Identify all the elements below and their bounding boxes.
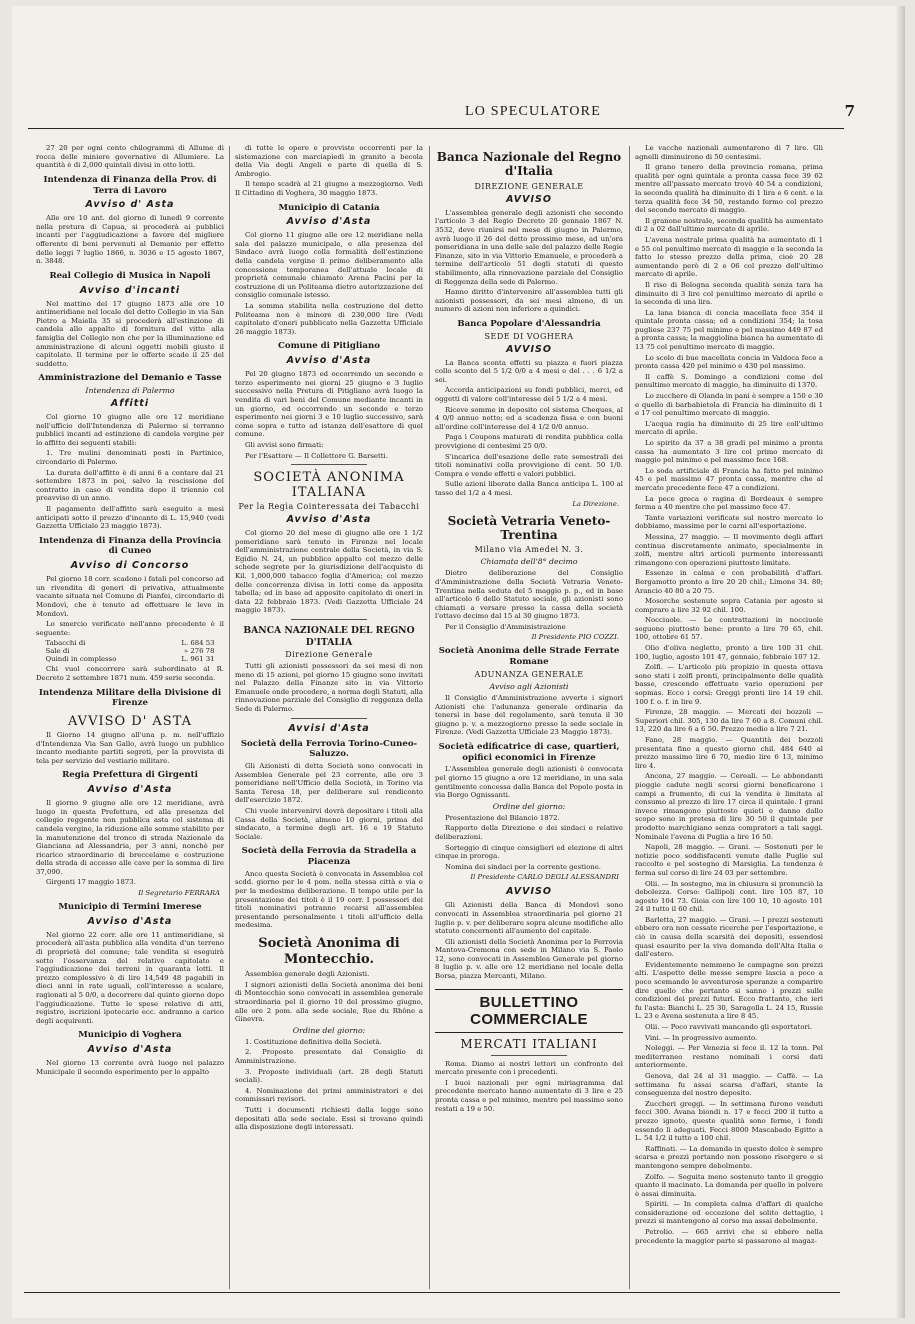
text-paragraph: Paga i Coupons maturati di rendita pubblica colla provvigione di centesimi 25 0/0. [435, 433, 623, 450]
bottom-rule [24, 1292, 840, 1293]
table-cell-value: » 276 78 [183, 647, 215, 656]
table-cell-label: Tabacchi di [45, 639, 86, 648]
text-paragraph: Tante variazioni verificate sul nostro mercato lo dobbiamo, massime per le carni all'esportazione. [635, 513, 823, 531]
text-paragraph: Assemblea generale degli Azionisti. [245, 970, 370, 979]
table-cell-label: Quindi in complesso [45, 655, 117, 664]
text-paragraph: Lo soda artificiale di Francia ha fatto pel minimo 45 e pel massimo 47 pronta cassa, mentre che al mercato precedente fece 47 a condizioni. [635, 466, 823, 492]
column-divider [629, 146, 630, 1289]
text-paragraph: 2. Proposte presentate dal Consiglio di Amministrazione. [235, 1048, 423, 1065]
section-heading: Banca Nazionale del Regno d'Italia [436, 150, 622, 179]
text-paragraph: Le vacche nazionali aumentarono di 7 lire. Gli agnelli diminuirono di 50 centesimi. [635, 144, 823, 161]
notice-heading: Avviso d'Asta [286, 514, 372, 526]
market-report: Barletta, 27 maggio. — Grani. — I prezzi sostenuti ebbero ora non cessate ricerche per l'esportazione, e ciò in causa della scarsità dei depositi, essendosi quasi esaurito per la viva domanda dell'Alta Italia e dall'estero. [635, 915, 823, 959]
text-paragraph: Riceve somme in deposito col sistema Cheques, al 4 0/0 annuo netto; ed a scadenza fissa e con buoni all'ordine coll'interesse del 4 1/2 0/0 annuo. [435, 405, 623, 431]
text-paragraph: Zuccheri greggi. — In settimana furono venduti fecci 300. Avana biondi n. 17 e fecci 200 il tutto a prezzo ignoto, queste qualità sono ferme, i fondi essendo lì adeguati. Fecci 8000 Mascabado Egitto a L. 54 1/2 il tutto a 100 chil. [635, 1099, 823, 1143]
section-subheading: ADUNANZA GENERALE [474, 669, 584, 679]
text-paragraph: Pel giorno 18 corr. scadono i fatali pel concorso ad un rivendita di generi di privativa, attualmente vacante situata nel Comune di Pianfei, circondario di Mondovì, che è tenuto ad effettuare le leve in Mondovì. [36, 575, 224, 618]
section-subheading: Avviso agli Azionisti [489, 681, 569, 691]
column-1 [36, 144, 224, 1078]
signature: La Direzione. [572, 499, 619, 508]
table-row [44, 639, 217, 647]
column-divider [229, 146, 230, 1289]
notice-heading: AVVISO [506, 886, 552, 898]
text-paragraph: Lo zucchero di Olanda in pani è sempre a 150 e 30 e quello di barbabietola di Francia ha diminuito di 1 e 17 col penultimo mercato di maggio. [635, 392, 823, 418]
text-paragraph: L'assemblea generale degli azionisti che secondo l'articolo 3 del Regio Decreto 20 gennaio 1867 N. 3532, deve riunirsi nel mese di giugno in Palermo, avrà luogo il 26 del detto prossimo mese, ad un'ora pomeridiana in una delle sale del palazzo delle Regie Finanze, sito in via Vittorio Emanuele, e procederà a termine dell'articolo 51 degli statuti di questo stabilimento, alla rinnovazione parziale del Consiglio di Reggenza della sede di Palermo. [435, 208, 623, 286]
section-heading: Società Anonima di Montecchio. [258, 936, 400, 967]
text-paragraph: Il grano tenero della provincia romana, prima qualità per ogni quintale a pronta cassa fece 39 62 mentre all'passato mercato trovò 40 54 a condizioni, la seconda qualità ha diminuito di 1 lira e 6 cent. e la terza qualità fece 34 50, restando fermo col prezzo del secondo mercato di maggio. [635, 163, 823, 215]
market-report: Messina, 27 maggio. — Il movimento degli affari continua discretamente animato, specialmente in zolfi, mentre altri articoli purmente interessanti rimangono con operazioni piuttosto limitate. [635, 532, 823, 567]
text-paragraph: Essenze in calma e con probabilità d'affari. Bergamotto pronto a lire 20 20 chil.; Limone 34. 80; Arancio 40 80 a 20 75. [635, 569, 823, 595]
text-paragraph: Gli azionisti della Società Anonima per la Ferrovia Mantova-Cremona con sede in Milano via S. Paolo 12, sono convocati in Assemblea Generale pel giorno 8 luglio p. v. alle ore 12 meridiane nel locale della Borsa, piazza Mercanti, Milano. [435, 937, 623, 981]
bulletin-heading: BULLETTINO COMMERCIALE [435, 989, 623, 1033]
text-paragraph: Il riso di Bologna seconda qualità senza tara ha diminuito di 3 lire col penultimo mercato di aprile e la seconda di una lira. [635, 280, 823, 307]
text-paragraph: Tutti i documenti richiesti dalla legge sono depositati alla sede sociale. Essi si trovano quindi alla disposizione degli interessati. [235, 1105, 423, 1132]
section-heading: Intendenza Militare della Divisione di Firenze [38, 687, 222, 709]
text-paragraph: Il tempo scadrà al 21 giugno a mezzogiorno. Vedi Il Cittadino di Voghera, 30 maggio 1873. [235, 180, 423, 197]
section-heading: Comune di Pitigliano [278, 341, 380, 352]
text-paragraph: Raffinati. — La domanda in questo dolce è sempre scarsa e prezzi portando non possono risorgere e si mantengono sempre debolmente. [635, 1144, 823, 1170]
divider [291, 619, 366, 620]
text-paragraph: Col giorno 20 del mese di giugno alle ore 1 1/2 pomeridiane sarà tenuto in Firenze nel locale dell'amministrazione centrale della Società, in via S. Egidio N. 24, un pubblico appalto col mezzo delle schede segrete per la giurisdizione dell'acquisto di Kil. 1,000,000 tabacco foglia d'America; col mezzo delle concorrenza divisa in lotti come da apposita tabella; ed in base ad apposito capitolato di oneri in data 22 febbraio 1873. (Vedi Gazzetta Ufficiale 24 maggio 1873). [235, 529, 423, 615]
column-3 [435, 144, 623, 1115]
text-paragraph: Gli avvisi sono firmati: [245, 440, 324, 449]
section-heading: Municipio di Catania [278, 202, 380, 213]
text-paragraph: Roma. Diamo ai nostri lettori un confronto del mercato presente con i precedenti. [435, 1059, 623, 1077]
text-paragraph: Alle ore 10 ant. del giorno di lunedì 9 corrente nella pretura di Capua, si procederà ai pubblici incanti per l'aggiudicazione a favore del migliore offerente di beni pervenuti al Demanio per effetto delle leggi 7 luglio 1866, n. 3036 e 15 agosto 1867, n. 3848. [36, 214, 224, 266]
signature: Il Presidente CARLO DEGLI ALESSANDRI [470, 873, 619, 882]
section-subheading: Chiamata dell'8° decimo [480, 557, 578, 567]
sales-table [44, 639, 217, 663]
notice-heading: Avviso d'Asta [286, 216, 372, 228]
text-paragraph: Girgenti 17 maggio 1873. [46, 878, 136, 887]
section-heading: MERCATI ITALIANI [460, 1036, 598, 1051]
text-paragraph: L'avena nostrale prima qualità ha aumentato di 1 e 55 col penultimo mercato di maggio e la seconda la fatto lo stesso prezzo della prima, cioè 20 28 aumentando però di 2 e 06 col prezzo dell'ultimo mercato di aprile. [635, 235, 823, 279]
notice-heading: Affitti [110, 398, 150, 410]
section-heading: Regia Prefettura di Girgenti [62, 770, 198, 781]
text-paragraph: S'incarica dell'esazione delle rate semestrali dei titoli nominativi colla provvigione di cent. 50 1/0. Compra e vende effetti e valori pubblici. [435, 452, 623, 478]
text-paragraph: Dietro deliberazione del Consiglio d'Amministrazione della Società Vetraria Veneto-Trentina nella seduta del 5 maggio p. p., ed in base all'articolo 6 dello Statuto sociale, gli azionisti sono chiamati a versare presso la cassa della società l'ottavo decimo dal 15 al 30 giugno 1873. [435, 569, 623, 621]
text-paragraph: La pece greca o ragina di Bordeaux è sempre ferma a 40 mentre che pel massimo fece 47. [635, 494, 823, 512]
text-paragraph: Accorda anticipazioni su fondi pubblici, merci, ed oggetti di valore coll'interesse del 5 1/2 a 4 mesi. [435, 386, 623, 404]
page-edge-shadow [895, 6, 905, 1318]
divider [291, 718, 366, 719]
text-paragraph: di tutte le opere e provviste occorrenti per la sistemazione con marciapiedi in granito a becola della Via degli Angeli e parte di quella di S. Ambrogio. [235, 144, 423, 178]
text-paragraph: Nel mattino del 17 giugno 1873 alle ore 10 antimeridiane nel locale del detto Collegio in via San Pietro a Maiella 35 si procederà all'estinzione di candela allo appalto di fornitura del vitto alla famiglia del Collegio non che per la illuminazione ed amministrazione di alcuni oggetti mobili giusto il capitolato. Il termine per le offerte scade il 25 del suddetto. [36, 299, 224, 368]
text-paragraph: Tutti gli azionisti possessori da sei mesi di non meno di 15 azioni, pel giorno 15 giugno sono invitati nel Palazzo della Finanze sito in via Vittorio Emanuele onde procedere, a norma degli Statuti, alla rinnovazione parziale del Consiglio di reggenza della Sede di Palermo. [235, 662, 423, 713]
section-subheading: DIREZIONE GENERALE [474, 181, 584, 191]
text-paragraph: Il Consiglio d'Amministrazione avverte i signori Azionisti che l'adunanza generale ordinaria da tenersi in base del regolamento, sarà tenuta il 30 giugno p. v. a mezzogiorno presso la sede sociale in Firenze. (Vedi Gazzetta Ufficiale 23 Maggio 1873). [435, 693, 623, 737]
text-paragraph: Presentazione del Bilancio 1872. [445, 813, 560, 822]
text-paragraph: Zolfo. — Seguita meno sostenuto tanto il greggio quanto il macinato. La domanda per quello in polvere è assai diminuita. [635, 1172, 823, 1198]
text-paragraph: Nocciuole. — Le contrattazioni in nocciuole seguono piuttosto bene: pronto a lire 70 65, chil. 100, ottobre 61 57. [635, 616, 823, 642]
column-divider [429, 146, 430, 1289]
text-paragraph: Il granone nostrale, seconda qualità ha aumentato di 2 a 02 dall'ultimo mercato di aprile. [635, 216, 823, 234]
text-paragraph: Nel giorno 13 corrente avrà luogo nel palazzo Municipale il secondo esperimento per lo appalto [36, 1059, 224, 1076]
text-paragraph: Vini. — In progressivo aumento. [645, 1033, 758, 1042]
divider [291, 464, 366, 465]
section-subheading: Ordine del giorno: [492, 801, 566, 811]
section-heading: Municipio di Voghera [78, 1030, 182, 1041]
text-paragraph: Gli Azionisti di detta Società sono convocati in Assemblea Generale pel 23 corrente, alle ore 3 pomeridiane nell'Ufficio della Società, in Torino via Santa Teresa 18, per deliberare sul rendiconto dell'esercizio 1872. [235, 762, 423, 805]
text-paragraph: Evidentemente nemmeno le campagne son prezzi alti. L'aspetto delle messe sempre lascia a poco a poco scemando le avventurose speranze a comparire dire quello che pertanto si sanno i prezzi sulle condizioni dei prezzi futuri. Ecco frattanto, che ieri fu l'asta: Bianchi L. 25 30, Saragolla L. 24 15, Russie L. 23 e Avena sostenuta a lire 8 45. [635, 960, 823, 1021]
notice-heading: AVVISO [506, 343, 552, 355]
section-subheading: Intendenza di Palermo [85, 386, 175, 396]
text-paragraph: 1. Costituzione definitiva della Società. [245, 1037, 382, 1046]
notice-heading: Avviso d'Asta [87, 784, 173, 796]
text-paragraph: 27 20 per ogni cento chilogrammi di Allume di rocca delle miniere governative di Allumiere. La quantità è di 2,000 quintali divisi in otto lotti. [36, 144, 224, 170]
notice-heading: Avviso di Concorso [70, 560, 190, 572]
text-paragraph: Col giorno 10 giugno alle ore 12 meridiane nell'ufficio dell'Intendenza di Palermo si terranno pubblici incanti ad estinzione di candela vergine per lo affitto dei seguenti stabili: [36, 413, 224, 447]
table-cell-label: Sale di [45, 647, 70, 656]
section-heading: SOCIETÀ ANONIMA ITALIANA [253, 470, 405, 501]
table-cell-value: L. 961 31 [181, 655, 215, 664]
column-2 [235, 144, 423, 1134]
section-subheading: SEDE DI VOGHERA [484, 331, 574, 341]
text-paragraph: L'Assemblea generale degli azionisti è convocata pel giorno 15 giugno a ore 12 meridiane, in una sala gentilmente concessa dalla Banca del Popolo posta in via Borgo Ognissanti. [435, 765, 623, 800]
text-paragraph: Lo spirito da 37 a 38 gradi pel minimo a pronta cassa ha aumentato 3 lire col primo mercato di maggio pel minimo e pel massimo fece 168. [635, 439, 823, 465]
divider [491, 1055, 566, 1056]
notice-heading: Avviso d'Asta [286, 355, 372, 367]
market-report: Firenze, 28 maggio. — Mercati dei bozzoli — Superiori chil. 305, 130 da lire 7 60 a 8. Comuni chil. 13, 220 da lire 6 a 6 50. Prezzo medio a lire 7 21. [635, 708, 823, 734]
column-4 [635, 144, 823, 1247]
section-heading: Società Vetraria Veneto-Trentina [447, 513, 611, 542]
text-paragraph: Hanno diritto d'intervenire all'assemblea tutti gli azionisti possessori, da sei mesi almeno, di un numero di azioni non inferiore a quindici. [435, 288, 623, 314]
market-report: Napoli, 28 maggio. — Grani. — Sostenuti per le notizie poco soddisfacenti venute dalle Puglie sul raccolto e pel sostegno di Marsiglia. La tendenza è ferma sul corso di lire 24 03 per settembre. [635, 843, 823, 877]
section-heading: Municipio di Termini Imerese [58, 902, 202, 913]
text-paragraph: Mosorche sostenute sopra Catania per agosto si compraro a lire 32 92 chil. 100. [635, 597, 823, 614]
text-paragraph: Olio d'oliva negletto, pronto a lire 100 31 chil. 100, luglio, agosto 101 47, gennaio, febbraio 107 12. [635, 644, 823, 661]
text-paragraph: Sulle azioni liberate dalla Banca anticipa L. 100 al tasso del 1/2 a 4 mesi. [435, 480, 623, 497]
section-heading: BANCA NAZIONALE DEL REGNO D'ITALIA [243, 625, 415, 648]
page-number: 7 [844, 102, 855, 120]
market-report: Genova, dal 24 al 31 maggio. — Caffè. — La settimana fu assai scarsa d'affari, stante la conseguenza del nostro deposito. [635, 1071, 823, 1098]
text-paragraph: Nomina dei sindaci per la corrente gestione. [445, 862, 601, 871]
text-paragraph: Il caffè S. Domingo a condizioni come del penultimo mercato di maggio, ha diminuito di 1370. [635, 372, 823, 390]
section-subheading: Direzione Generale [285, 650, 373, 660]
section-subheading: Per la Regìa Cointeressata dei Tabacchi [238, 502, 420, 512]
text-paragraph: Chi vuole intervenirvi dovrà depositare i titoli alla Cassa della Società, almeno 10 giorni, prima del sindacato, a termine degli art. 16 e 19 Statuto Sociale. [235, 807, 423, 841]
text-paragraph: I signori azionisti della Società anonima dei beni di Montecchio sono convocati in assemblea generale straordinaria pel il giorno 10 del prossimo giugno, alle ore 2 pom. alla sede sociale, Rue du Rhône a Ginevra. [235, 980, 423, 1024]
text-paragraph: La somma stabilita nella costruzione del detto Politeama non è minore di 230,000 lire (Vedi capitolato d'oneri pubblicato nella Gazzetta Ufficiale 26 maggio 1873). [235, 302, 423, 336]
market-report: Fano, 28 maggio. — Quantità dei bozzoli presentata fino a questo giorno chil. 484 640 al prezzo massimo lire 6 70, medio lire 6 13, minimo lire 4. [635, 736, 823, 770]
text-paragraph: Olii. — Poco ravvivati mancando gli esportatori. [645, 1023, 813, 1031]
text-paragraph: Il pagamento dell'affitto sarà eseguito a mesi anticipati sotto il prezzo d'incanto di L. 15,940 (vedi Gazzetta Ufficiale 23 maggio 1873). [36, 504, 224, 531]
text-paragraph: Noleggi. — Per Venezia si fece il. 12 la tonn. Pel mediterraneo restano nominali i corsi dati anteriormente. [635, 1044, 823, 1070]
masthead-title: LO SPECULATORE [465, 104, 601, 119]
notice-heading: AVVISO [506, 193, 552, 205]
text-paragraph: La durata dell'affitto è di anni 6 a contare dal 21 settembre 1873 in poi, salvo la rescissione del contratto in caso di vendita dopo il triennio col preavviso di un anno. [36, 468, 224, 503]
section-heading: Società della Ferrovia da Stradella a Piacenza [241, 846, 417, 868]
section-heading: Società edificatrice di case, quartieri, opifici economici in Firenze [438, 741, 620, 763]
text-paragraph: La Banca sconta effetti su piazza e fuori piazza collo sconto del 5 1/2 0/0 a 4 mesi e del . . . 6 1/2 a sei. [435, 358, 623, 384]
text-paragraph: Olii. — In sostegno, ma in chiusura si pronunciò la debolezza. Corso: Gallipoli cont. lire 105 87, 10 agosto 104 73. Gioia con lire 100 10, 10 agosto 101 24 il tutto il 60 chil. [635, 879, 823, 914]
text-paragraph: Il Giorno 14 giugno all'una p. m. nell'uffizio d'Intendenza Via San Gallo, avrà luogo un pubblico incanto mediante partiti segreti, per la provvista di tela per servizio del vestiario militare. [36, 731, 224, 765]
section-heading: Amministrazione del Demanio e Tasse [38, 373, 222, 384]
text-paragraph: Petrolio. — 665 arrivi che si ebbero nella precedente la maggior parte si passarono al magaz- [635, 1228, 823, 1245]
text-paragraph: Zolfi. — L'articolo più propizio in questa ottava sono stati i zolfi pronti, principalmente delle qualità basse, crescendo effettuate vario operazioni per sopmas. Ecco i corsi: Greggi pronti lire 14 19 chil. 100 f. o. f. in lire 9. [635, 663, 823, 706]
text-paragraph: La lana bianca di concia macellata fece 354 il quintale pronta cassa; ed a condizioni 354; la tosa pugliese 237 75 pel minimo e pel massimo 449 87 ed a pronta cassa; la maggiolina bianca ha aumentato di 13 75 col penultimo mercato di maggio. [635, 308, 823, 352]
section-heading: Banca Popolare d'Alessandria [457, 318, 601, 329]
signature: Il Segretario FERRARA [138, 889, 220, 898]
text-paragraph: Sorteggio di cinque consiglieri ed elezione di altri cinque in proroga. [435, 843, 623, 861]
notice-heading: Avvisi d'Asta [288, 722, 370, 734]
text-paragraph: Chi vuol concorrere sarà subordinato al R. Decreto 2 settembre 1871 num. 459 serie seconda. [36, 665, 224, 682]
text-paragraph: L'acqua ragia ha diminuito di 25 lire coll'ultimo mercato di aprile. [635, 419, 823, 437]
section-heading: Società della Ferrovia Torino-Cuneo-Saluzzo. [240, 738, 418, 760]
text-paragraph: Nel giorno 22 corr. alle ore 11 antimeridiane, si procederà all'asta pubblica alla vendita d'un terreno di proprietà del comune; tale vendita si eseguirà sotto l'osservanza del relativo capitolato e l'aggiudicazione dei terreni in quaranta lotti. Il prezzo complessivo è di lire 14,549 48 pagabili in dieci anni in rate uguali, coll'interesse a scalare, ragionati al 5 0/0, a decorrere dal quinto giorno dopo l'aggiudicazione. Tutte le spese relative di atti, registro, iscrizioni ipotecarie ecc. andranno a carico degli acquirenti. [36, 930, 224, 1025]
text-paragraph: Anco questa Società è convocata in Assemblea col scdd. giorno per le 4 pom. nella stessa città e via e per la medesima deliberazione. Il tempo utile per la presentazione dei titoli è il 19 corr. I possessori dei titoli nominativi potranno recarsi all'assemblea presentando personalmente i titoli all'ufficio della medesima. [235, 869, 423, 930]
section-heading: Real Collegio di Musica in Napoli [49, 270, 211, 281]
notice-heading: AVVISO D' ASTA [67, 714, 193, 730]
text-paragraph: Lo scolo di bue macellata concia in Valdoca fece a pronta cassa 420 pel minimo e 430 pel massimo. [635, 353, 823, 371]
section-subheading: Milano via Amedei N. 3. [474, 545, 584, 555]
text-paragraph: Per il Consiglio d'Amministrazione [445, 622, 566, 631]
notice-heading: Avviso d'incanti [79, 284, 181, 296]
text-paragraph: 4. Nominazione dei primi amministratori e dei commissari revisori. [235, 1086, 423, 1104]
signature: Il Presidente PIO COZZI. [531, 633, 619, 642]
page-header [233, 94, 855, 130]
section-heading: Società Anonima delle Strade Ferrate Romane [438, 646, 620, 668]
text-paragraph: Il giorno 9 giugno alle ore 12 meridiane, avrà luogo in questa Prefettura, ed alla presenza del collegio reggente non pubblica asta col sistema di candela vergine, la riduzione alle somme stabilite per la manutenzione del tronco di strada Nazionale da Gianciana ad Alessandria, per 3 anni, nonchè per ricarico straordinario di breccelame e costruzione della strada di accesso alle cave per la somma di lire 37,090. [36, 799, 224, 876]
table-cell-value: L. 684 53 [181, 639, 215, 648]
notice-heading: Avviso d'Asta [87, 915, 173, 927]
notice-heading: Avviso d' Asta [85, 199, 175, 211]
text-paragraph: Per l'Esattore — Il Collettore G. Barsetti. [245, 451, 388, 460]
text-paragraph: 1. Tre mulini denominati posti in Partinico, circondario di Palermo. [36, 449, 224, 466]
notice-heading: Avviso d'Asta [87, 1044, 173, 1056]
table-row [44, 647, 217, 655]
text-paragraph: Gli Azionisti della Banca di Mondovì sono convocati in Assemblea straordinaria pel giorno 21 luglio p. v. per deliberare sopra alcune modifiche allo statuto concernenti all'aumento del capitale. [435, 901, 623, 936]
text-paragraph: Col giorno 11 giugno alle ore 12 meridiane nella sala del palazzo municipale, e alla presenza del Sindaco avrà luogo colla formalità dell'estinzione della candela vergine il primo deliberamento alla concessione temporanea dell'attuale locale di proprietà comunale chiamato Arena Pacini per la costruzione di un Politeama dietro autorizzazione del consiglio comunale istesso. [235, 231, 423, 300]
text-paragraph: Rapporto della Direzione e dei sindaci e relative deliberazioni. [435, 824, 623, 841]
section-heading: Intendenza di Finanza della Provincia di Cuneo [38, 535, 222, 557]
text-paragraph: I buoi nazionali per ogni miriagramma dal precedente mercato hanno aumentato di 3 lire e 25 pronta cassa e pel minimo, mentre pel massimo sono restati a 19 e 50. [435, 1078, 623, 1113]
header-rule [28, 128, 844, 129]
text-paragraph: Spiriti. — In completa calma d'affari di qualche considerazione ed eccezione del solito dettaglio, i prezzi si mantengono al corso ma assai debolmente. [635, 1200, 823, 1226]
text-paragraph: Pel 20 giugno 1873 ed occorrendo un secondo e terzo esperimento nei giorni 25 giugno e 3 luglio successivo nella Pretura di Pitigliano avrà luogo la vendita di vari beni del Comune mediante incanti in un giorno, ed occorrendo un secondo e terzo esperimento nei giorni 3 e 10 luglio successivo, sarà come sopra e tutto ad istanza dell'esattore di quel comune. [235, 370, 423, 439]
text-paragraph: Lo smercio verificato nell'anno precedente è il seguente: [36, 620, 224, 637]
table-row [44, 655, 217, 663]
text-paragraph: 3. Proposte individuali (art. 28 degli Statuti sociali). [235, 1067, 423, 1085]
section-subheading: Ordine del giorno: [292, 1025, 366, 1035]
section-heading: Intendenza di Finanza della Prov. di Terra di Lavoro [43, 174, 217, 196]
market-report: Ancona, 27 maggio. — Cereali. — Le abbondanti pioggie cadute negli scorsi giorni beneficarono i campi a frumento, di cui la vendita è limitata al consumo al prezzo di lire 17 circa il quintale. I grani invece rimangono piuttosto quieti e danno dallo scopo sono in pretesa di lire 30 50 il quintale per prodotto marchigiano senza compratori a tali saggi. Nominale l'avena di Puglia a lire 16 50. [635, 772, 823, 841]
